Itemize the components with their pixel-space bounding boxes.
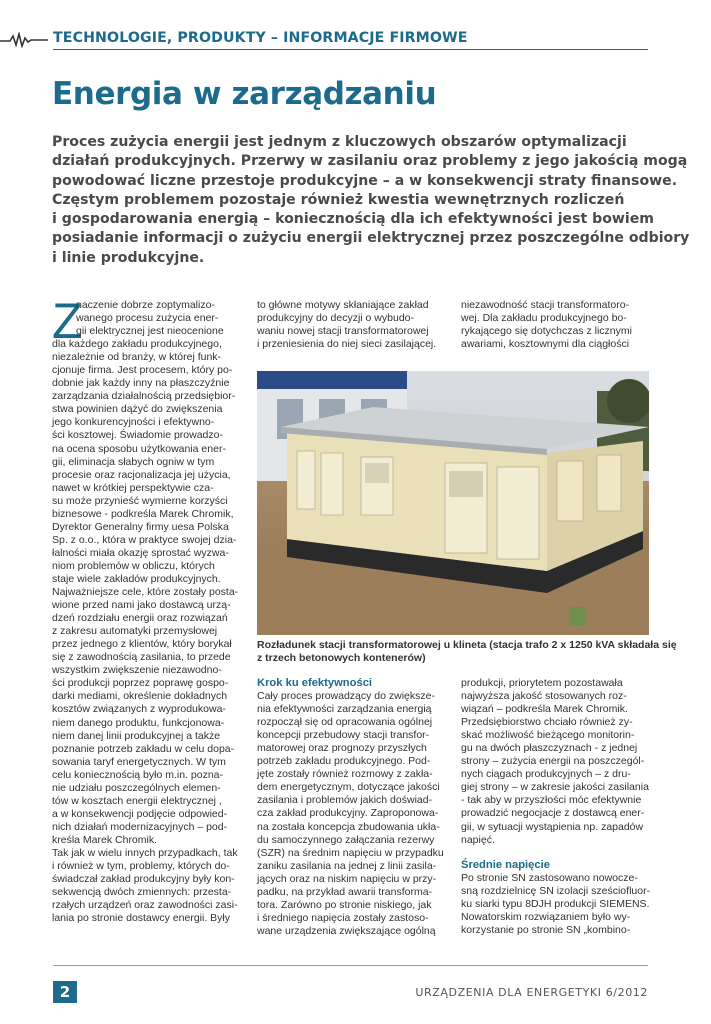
text-line: staje wiele zakładów produkcyjnych.	[52, 572, 221, 585]
text-line: poznanie potrzeb zakładu w celu dopa-	[52, 742, 235, 755]
text-line: i również w tym, problemy, których do-	[52, 860, 230, 873]
text-line: sowania taryf energetycznych. W tym	[52, 755, 226, 768]
text-line: nich działań modernizacyjnych – pod-	[52, 820, 228, 833]
text-line: z trzech betonowych kontenerów)	[257, 652, 426, 665]
text-line: niom problemów w obliczu, których	[52, 559, 215, 572]
journal-title: URZĄDZENIA DLA ENERGETYKI 6/2012	[415, 986, 648, 999]
text-line: gii, eliminacja słabych ogniw w tym	[52, 455, 215, 468]
text-line: wszystkim zwiększenie niezawodno-	[52, 664, 222, 677]
text-line: korzystanie po stronie SN „kombino-	[461, 923, 631, 936]
text-line: nie udziału poszczególnych elemen-	[52, 781, 221, 794]
text-line: skać możliwość bieżącego monitorin-	[461, 729, 635, 742]
drop-cap: Z	[52, 293, 83, 349]
text-line: i linie produkcyjne.	[52, 249, 205, 266]
text-line: i przeniesienia do niej sieci zasilającej.	[257, 338, 437, 351]
text-line: giej strony – w zakresie jakości zasilania	[461, 781, 649, 794]
text-line: Sp. z o.o., która w praktyce swojej dzia-	[52, 533, 237, 546]
text-line: niem danej linii produkcyjnej a także	[52, 729, 221, 742]
text-line: sekwencją dwóch zmiennych: przesta-	[52, 886, 232, 899]
text-line: posiadanie informacji o zużyciu energii elektrycznej przez poszczególne odbiory	[52, 230, 690, 247]
body-column-1	[52, 293, 242, 925]
pulse-wave-icon	[0, 32, 48, 48]
text-line: dobnie jak każdy inny na płaszczyźnie	[52, 377, 230, 390]
text-line: niezależnie od branży, w której funk-	[52, 351, 222, 364]
text-line: wej. Dla zakładu produkcyjnego bo-	[461, 312, 627, 325]
text-line: wiązań – podkreśla Marek Chromik.	[461, 703, 628, 716]
text-line: strony – zużycia energii na poszczegól-	[461, 755, 645, 768]
text-line: koncepcji przebudowy stacji transfor-	[257, 729, 430, 742]
text-line: Cały proces prowadzący do zwiększe-	[257, 690, 435, 703]
body-column-2-top	[257, 299, 447, 351]
text-line: waniu nowej stacji transformatorowej	[257, 325, 429, 338]
text-line: a w konsekwencji podjęcie odpowied-	[52, 807, 228, 820]
text-line: niem danego produktu, funkcjonowa-	[52, 716, 225, 729]
text-line: naczenie dobrze zoptymalizo-	[76, 299, 215, 311]
text-line: działań produkcyjnych. Przerwy w zasilaniu oraz problemy z jego jakością mogą	[52, 153, 688, 170]
page-number: 2	[53, 981, 77, 1003]
text-line: jących oraz na niskim napięciu w przy-	[257, 872, 437, 885]
text-line: ku siarki typu 8DJH produkcji SIEMENS.	[461, 897, 650, 910]
text-line: jęte zostały również rozmowy z zakła-	[257, 768, 433, 781]
text-line: wanego procesu zużycia ener-	[76, 312, 219, 325]
text-line: niezawodność stacji transformatoro-	[461, 299, 630, 311]
text-line: Najważniejsze cele, które zostały posta-	[52, 586, 239, 599]
text-line: wione przed nami jako dostawcą urzą-	[52, 599, 231, 612]
text-line: rykającego się dotychczas z licznymi	[461, 325, 632, 338]
body-column-2-bottom	[257, 677, 447, 938]
text-line: i gospodarowania energią – koniecznością dla ich efektywności jest bowiem	[52, 211, 654, 228]
text-line: Częstym problemem pozostaje również kwestia wewnętrznych rozliczeń	[52, 191, 625, 208]
text-line: sną rozdzielnicę SN izolacji sześciofluor-	[461, 884, 651, 897]
text-line: dla każdego zakładu produkcyjnego,	[52, 338, 222, 351]
text-line: (SZR) na średnim napięciu w przypadku	[257, 846, 444, 859]
text-line: Proces zużycia energii jest jednym z kluczowych obszarów optymalizacji	[52, 134, 627, 150]
text-line: dzeń rozdziału energii oraz rozwiązań	[52, 612, 228, 625]
text-line: się z zawodnością zasilania, to przede	[52, 651, 231, 664]
section-header: TECHNOLOGIE, PRODUKTY – INFORMACJE FIRMOWE	[53, 30, 468, 46]
text-line: ści kosztowej. Świadomie prowadzo-	[52, 429, 223, 442]
text-line: to główne motywy skłaniające zakład	[257, 299, 429, 311]
text-line: rzałych urządzeń oraz zawodności zasi-	[52, 899, 238, 912]
text-line: na została koncepcja zbudowania ukła-	[257, 820, 440, 833]
text-line: zaniku zasilania na jednej z linii zasila-	[257, 859, 437, 872]
subheading: Średnie napięcie	[461, 858, 550, 871]
text-line: nawet w krótkiej perspektywie cza-	[52, 481, 214, 494]
text-line: Nowatorskim rozwiązaniem było wy-	[461, 910, 631, 923]
text-line: łalności miała okazję sprostać wyzwa-	[52, 546, 229, 559]
text-line: cza zakład produkcyjny. Zaproponowa-	[257, 807, 439, 820]
text-line: Tak jak w wielu innych przypadkach, tak	[52, 846, 238, 859]
text-line: tora. Zarówno po stronie niskiego, jak	[257, 898, 432, 911]
footer-divider	[53, 965, 648, 966]
text-line: cjonuje firma. Jest procesem, który po-	[52, 364, 233, 377]
body-column-3-bottom	[461, 677, 651, 937]
article-lead	[52, 133, 690, 268]
text-line: na ocena sposobu użytkowania ener-	[52, 442, 226, 455]
text-line: Dyrektor Generalny firmy uesa Polska	[52, 520, 229, 533]
text-line: darki mediami, określenie dokładnych	[52, 690, 228, 703]
text-line: napięć.	[461, 833, 495, 846]
text-line: stwa powinien dążyć do zwiększenia	[52, 403, 223, 416]
text-line: i średniego napięcia zostały zastoso-	[257, 911, 429, 924]
text-line: prowadzić negocjacje z dostawcą ener-	[461, 807, 645, 820]
text-line: ści produkcji poprzez poprawę gospo-	[52, 677, 229, 690]
text-line: Przedsiębiorstwo chciało również zy-	[461, 716, 633, 729]
text-line: gu na dwóch płaszczyznach - z jednej	[461, 742, 638, 755]
text-line: świadczał zakład produkcyjny były kon-	[52, 873, 235, 886]
text-line: celu koniecznością było m.in. pozna-	[52, 768, 224, 781]
text-line: su może przynieść wymierne korzyści	[52, 494, 228, 507]
text-line: Rozładunek stacji transformatorowej u klineta (stacja trafo 2 x 1250 kVA składała się	[257, 639, 677, 651]
text-line: kreśla Marek Chromik.	[52, 833, 158, 846]
header-divider	[53, 49, 648, 50]
text-line: Po stronie SN zastosowano nowocze-	[461, 871, 638, 884]
text-line: procesie oraz racjonalizacja jej użycia,	[52, 468, 231, 481]
text-line: dem energetycznym, dotyczące jakości	[257, 781, 440, 794]
text-line: du samoczynnego załączania rezerwy	[257, 833, 435, 846]
text-line: najwyższa jakość stosowanych roz-	[461, 690, 627, 703]
text-line: kosztów związanych z wyprodukowa-	[52, 703, 226, 716]
text-line: zarządzania działalnością przedsiębior-	[52, 390, 236, 403]
text-line: matorowej oraz prognozy przyszłych	[257, 742, 427, 755]
subheading: Krok ku efektywności	[257, 677, 373, 689]
article-title: Energia w zarządzaniu	[52, 76, 437, 112]
text-line: nych ciągach produkcyjnych – z dru-	[461, 768, 631, 781]
text-line: produkcji, priorytetem pozostawała	[461, 677, 623, 689]
transformer-station-photo	[257, 371, 649, 635]
text-line: awariami, kosztownymi dla ciągłości	[461, 338, 630, 351]
photo-caption	[257, 639, 677, 666]
text-line: lania po stronie dostawcy energii. Były	[52, 912, 231, 925]
text-line: powodować liczne przestoje produkcyjne – a w konsekwencji straty finansowe.	[52, 172, 678, 189]
text-line: z zakresu automatyki przemysłowej	[52, 625, 218, 638]
text-line: produkcyjny do decyzji o wybudo-	[257, 312, 414, 325]
text-line: potrzeb zakładu produkcyjnego. Pod-	[257, 755, 431, 768]
text-line: gii, w sytuacji wystąpienia np. zapadów	[461, 820, 644, 833]
text-line: tów w kosztach energii elektrycznej ,	[52, 794, 222, 807]
text-line: rozpoczął się od opracowania ogólnej	[257, 716, 433, 729]
text-line: jego konkurencyjności i efektywno-	[52, 416, 215, 429]
text-line: przez jednego z klientów, który borykał	[52, 638, 232, 651]
text-line: biznesowe - podkreśla Marek Chromik,	[52, 507, 234, 520]
body-column-3-top	[461, 299, 651, 351]
text-line: padku, na przykład awarii transforma-	[257, 885, 433, 898]
text-line: wane urządzenia zwiększające ogólną	[257, 924, 436, 937]
text-line: gii elektrycznej jest nieocenione	[76, 325, 224, 338]
text-line: zasilania i problemów jakich doświad-	[257, 794, 433, 807]
text-line: - tak aby w przyszłości móc efektywnie	[461, 794, 642, 807]
text-line: nia efektywności zarządzania energią	[257, 703, 432, 716]
